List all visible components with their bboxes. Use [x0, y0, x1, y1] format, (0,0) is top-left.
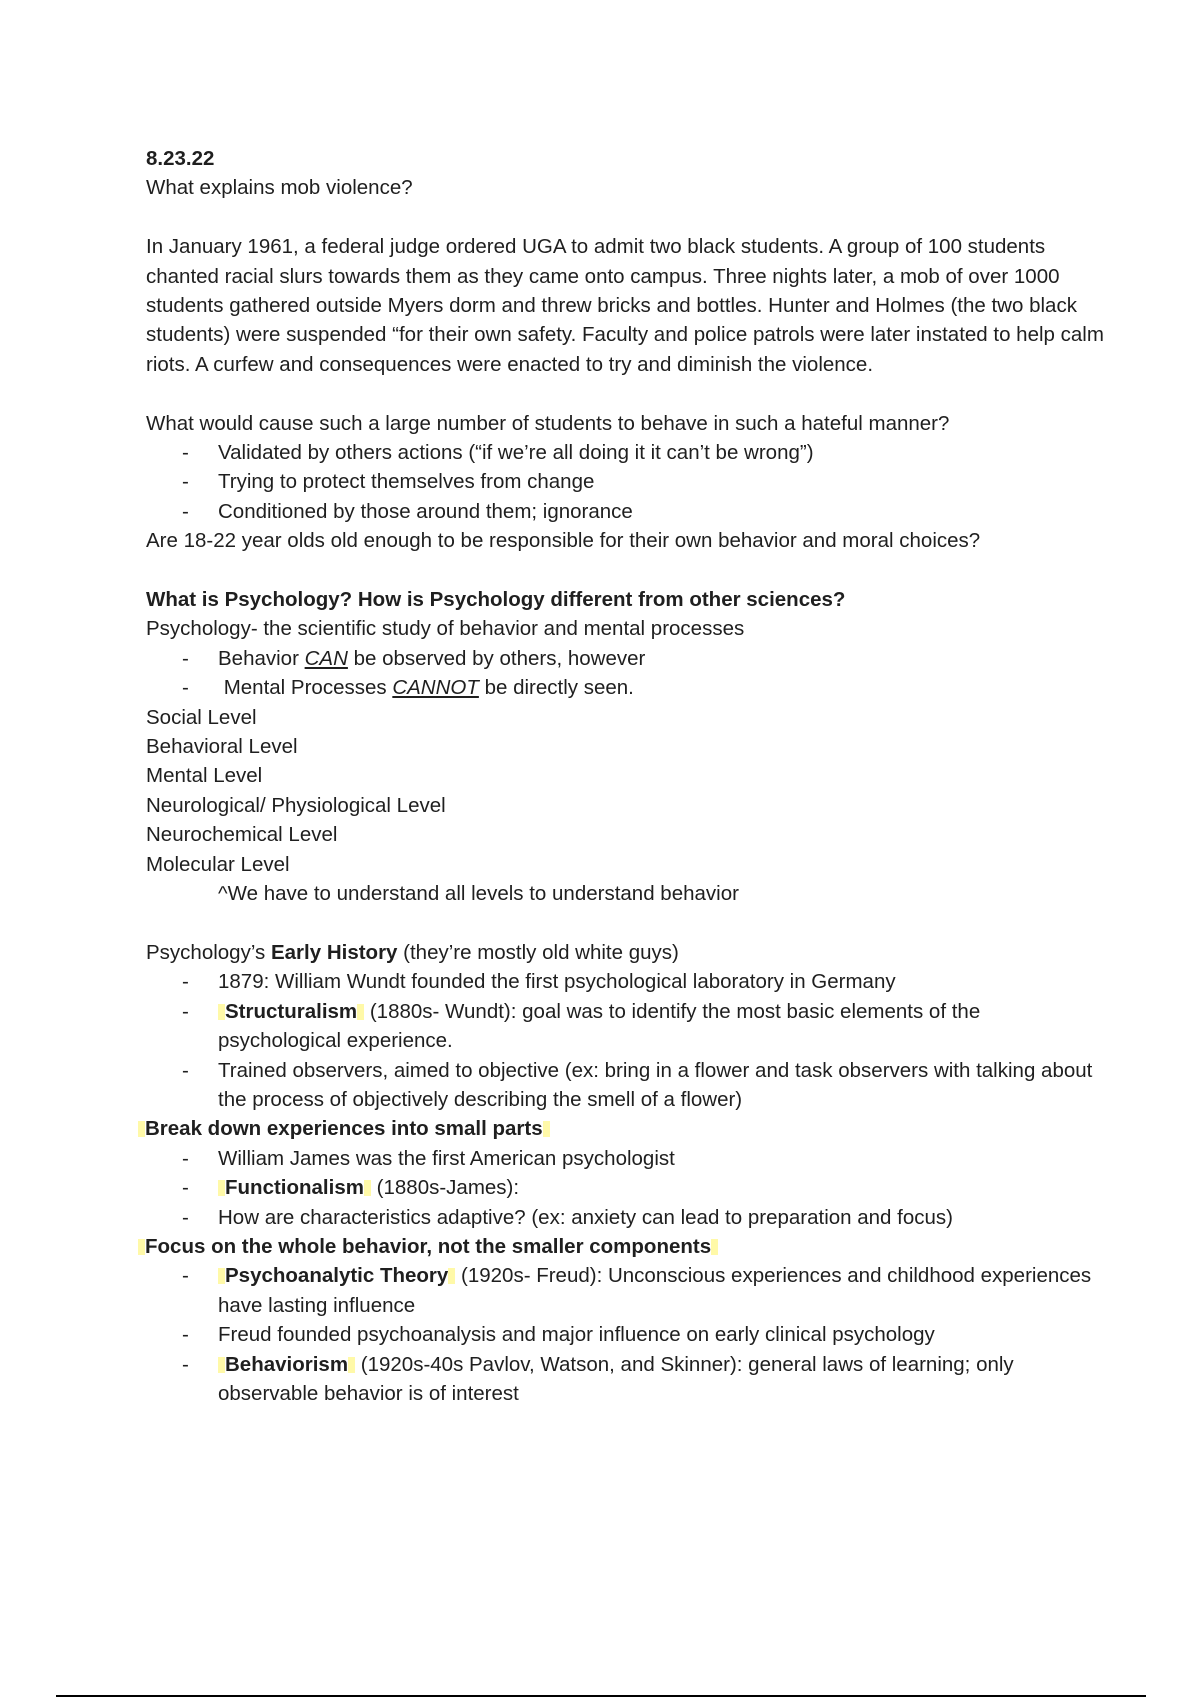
mental-text-end: be directly seen. [478, 676, 634, 700]
list-item: - Freud founded psychoanalysis and major influence on early clinical psychology [146, 1320, 1106, 1349]
list-item [146, 673, 1106, 702]
list-item: - William James was the first American psychologist [146, 1144, 1106, 1173]
levels-note: ^We have to understand all levels to understand behavior [218, 882, 739, 906]
mental-text: Mental Processes [218, 676, 393, 700]
page-bottom-rule [56, 1695, 1146, 1697]
causes-list [146, 438, 1106, 526]
list-item: - 1879: William Wundt founded the first psychological laboratory in Germany [146, 967, 1106, 996]
term-behaviorism: Behaviorism [218, 1353, 355, 1376]
history-list [146, 967, 1106, 1114]
history-post: (they’re mostly old white guys) [397, 940, 679, 964]
james-list [146, 1144, 1106, 1232]
list-item: - Trying to protect themselves from change [146, 467, 1106, 496]
list-item [146, 1350, 1106, 1409]
level-item: Neurological/ Physiological Level [146, 793, 446, 817]
list-item [146, 1261, 1106, 1320]
history-pre: Psychology’s [146, 940, 271, 964]
list-item: - Trained observers, aimed to objective (ex: bring in a flower and task observers with talking about the process of objectively describing the smell of a flower) [146, 1056, 1106, 1115]
term-description: (1880s-James): [370, 1176, 520, 1200]
history-bold: Early History [270, 940, 398, 964]
psych-definition: Psychology- the scientific study of behavior and mental processes [146, 617, 745, 641]
behavior-emphasis: CAN [304, 646, 348, 670]
level-item: Neurochemical Level [146, 823, 338, 847]
level-item: Molecular Level [146, 852, 290, 876]
term-structuralism: Structuralism [218, 1000, 364, 1023]
level-item: Social Level [146, 705, 257, 729]
list-item [146, 1173, 1106, 1202]
age-question: Are 18-22 year olds old enough to be responsible for their own behavior and moral choices? [146, 529, 981, 553]
story-paragraph: In January 1961, a federal judge ordered UGA to admit two black students. A group of 100 students chanted racial slurs towards them as they came onto campus. Three nights later, a mob of over 1000 students gathered outside Myers dorm and threw bricks and bottles. Hunter and Holmes (the two black students) were suspended “for their own safety. Faculty and police patrols were later instated to help calm riots. A curfew and consequences were enacted to try and diminish the violence. [146, 235, 1104, 376]
level-item: Behavioral Level [146, 735, 298, 759]
mental-emphasis: CANNOT [392, 676, 479, 700]
notes-page [146, 144, 1106, 1408]
list-item: - How are characteristics adaptive? (ex: anxiety can lead to preparation and focus) [146, 1203, 1106, 1232]
list-item [146, 997, 1106, 1056]
list-item: - Conditioned by those around them; ignorance [146, 497, 1106, 526]
psych-list [146, 644, 1106, 703]
note-question: What explains mob violence? [146, 176, 413, 200]
term-psychoanalytic-theory: Psychoanalytic Theory [218, 1264, 455, 1287]
level-item: Mental Level [146, 764, 263, 788]
later-list [146, 1261, 1106, 1408]
list-item: - Validated by others actions (“if we’re all doing it it can’t be wrong”) [146, 438, 1106, 467]
behavior-text: Behavior [218, 646, 305, 670]
behavior-text-end: be observed by others, however [347, 646, 646, 670]
term-description: (1920s-40s Pavlov, Watson, and Skinner): general laws of learning; only observable behavior is of interest [218, 1352, 1014, 1405]
list-item [146, 644, 1106, 673]
summary-structuralism: Break down experiences into small parts [138, 1114, 1106, 1143]
cause-question: What would cause such a large number of students to behave in such a hateful manner? [146, 411, 950, 435]
history-heading [146, 938, 1106, 967]
term-description: (1920s- Freud): Unconscious experiences and childhood experiences have lasting influence [218, 1264, 1092, 1317]
term-description: (1880s- Wundt): goal was to identify the most basic elements of the psychological experience. [218, 999, 981, 1053]
summary-functionalism: Focus on the whole behavior, not the smaller components [138, 1232, 1106, 1261]
term-functionalism: Functionalism [218, 1176, 371, 1199]
psych-heading: What is Psychology? How is Psychology different from other sciences? [146, 588, 846, 612]
note-date: 8.23.22 [146, 147, 215, 170]
